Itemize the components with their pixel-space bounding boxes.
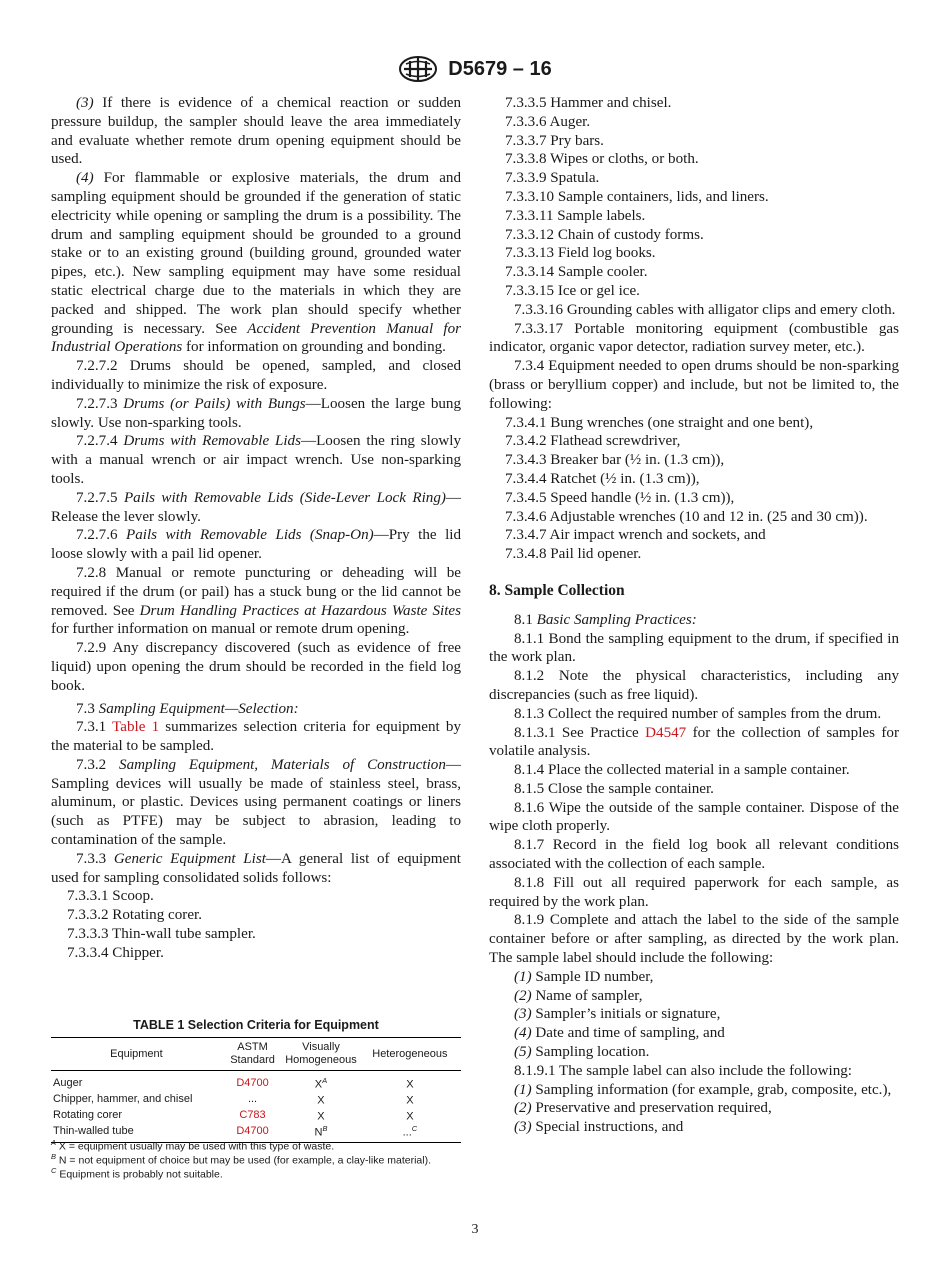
list-item: 7.3.3.6 Auger. [505, 113, 591, 130]
list-item: 7.3.3.5 Hammer and chisel. [505, 95, 672, 111]
left-column [51, 94, 461, 963]
table-row [51, 1071, 461, 1092]
section-8-1-4: 8.1.4 Place the collected material in a sample container. [514, 762, 850, 779]
list-item: 7.3.4.5 Speed handle (½ in. (1.3 cm)), [505, 489, 735, 506]
table-row [51, 1107, 461, 1123]
table-footnote: $^A$ X = equipment usually may be used with this type of waste. [51, 1138, 335, 1153]
list-item: (2) Name of sampler, [514, 987, 643, 1004]
section-7-2-7-2: 7.2.7.2 Drums should be opened, sampled, and closed individually to minimize the risk of exposure. [51, 358, 461, 393]
selection-criteria-table [51, 1037, 461, 1143]
table-cell: Chipper, hammer, and chisel [53, 1092, 193, 1105]
table-footnote: $^C$ Equipment is probably not suitable. [51, 1166, 223, 1181]
table-1-title: TABLE 1 Selection Criteria for Equipment [133, 1018, 379, 1032]
list-item: 7.3.3.14 Sample cooler. [505, 264, 648, 281]
section-8-1-3-1: 8.1.3.1 See Practice D4547 for the collection of samples for volatile analysis. [489, 724, 899, 760]
list-item: 7.3.3.13 Field log books. [505, 245, 656, 262]
section-7-3: 7.3 Sampling Equipment—Selection: [76, 700, 299, 717]
list-item: 7.3.4.8 Pail lid opener. [505, 546, 642, 563]
table-cell: X [406, 1078, 414, 1091]
section-7-3-3: 7.3.3 Generic Equipment List—A general list of equipment used for sampling consolidated solids follows: [51, 850, 461, 886]
table-cell: X [406, 1094, 414, 1107]
table-cell: Rotating corer [53, 1109, 123, 1122]
table-header-row [51, 1038, 461, 1071]
table-row [51, 1091, 461, 1107]
table-cell: ... [247, 1092, 258, 1105]
list-item: 7.3.3.12 Chain of custody forms. [505, 226, 704, 243]
column-header: Equipment [51, 1038, 222, 1071]
table-cell: X [317, 1094, 325, 1107]
list-item: 7.3.4.1 Bung wrenches (one straight and one bent), [505, 414, 814, 431]
list-item: 7.3.3.9 Spatula. [505, 170, 600, 187]
section-8-1-3: 8.1.3 Collect the required number of samples from the drum. [514, 705, 882, 722]
table-cell: $X^A$ [314, 1076, 328, 1091]
table-cell: X [406, 1110, 414, 1123]
table-1-link[interactable]: Table 1 [112, 719, 160, 736]
standard-link[interactable]: D4700 [236, 1125, 269, 1138]
section-7-2-9: 7.2.9 Any discrepancy discovered (such as evidence of free liquid) upon opening the drum should be recorded in the field log book. [51, 640, 461, 694]
list-item: 7.3.3.11 Sample labels. [505, 207, 646, 224]
list-item: 7.3.3.1 Scoop. [67, 888, 154, 905]
list-item: (2) Preservative and preservation required, [514, 1100, 772, 1117]
table-cell: X [317, 1110, 325, 1123]
table-cell: Thin-walled tube [51, 1123, 222, 1142]
section-8-1-1: 8.1.1 Bond the sampling equipment to the drum, if specified in the work plan. [489, 630, 899, 666]
section-8-1-7: 8.1.7 Record in the field log book all relevant conditions associated with the collection of each sample. [489, 837, 899, 873]
table-cell: ...$^C$ [359, 1123, 461, 1142]
section-7-2-7-5: 7.2.7.5 Pails with Removable Lids (Side-Lever Lock Ring)—Release the lever slowly. [51, 489, 462, 525]
section-8-1-5: 8.1.5 Close the sample container. [514, 780, 714, 797]
list-item: (1) Sampling information (for example, grab, composite, etc.), [514, 1081, 892, 1098]
list-item: 7.3.3.10 Sample containers, lids, and liners. [505, 188, 769, 205]
section-8-1-2: 8.1.2 Note the physical characteristics, including any discrepancies (such as free liquid). [489, 668, 899, 703]
list-item: (1) Sample ID number, [514, 968, 654, 985]
section-8-1-9-1: 8.1.9.1 The sample label can also include the following: [514, 1062, 852, 1079]
list-item: 7.3.3.4 Chipper. [67, 944, 164, 961]
section-heading-8: 8. Sample Collection [489, 581, 625, 599]
section-7-3-3-17: 7.3.3.17 Portable monitoring equipment (combustible gas indicator, organic vapor detector, radiation survey meter, etc.). [489, 320, 899, 356]
column-header: ASTM Standard [222, 1038, 283, 1071]
page-number: 3 [471, 1222, 479, 1237]
section-7-2-7-4: 7.2.7.4 Drums with Removable Lids—Loosen the ring slowly with a manual wrench or air impact wrench. Use non-sparking tools. [51, 433, 462, 487]
page-header [0, 56, 950, 82]
right-column [489, 94, 899, 1137]
astm-logo [398, 56, 438, 82]
section-7-2-7-6: 7.2.7.6 Pails with Removable Lids (Snap-On)—Pry the lid loose slowly with a pail lid opener. [51, 527, 462, 563]
section-8-1-8: 8.1.8 Fill out all required paperwork for each sample, as required by the work plan. [489, 874, 899, 910]
section-7-3-2: 7.3.2 Sampling Equipment, Materials of Construction—Sampling devices will usually be made of stainless steel, brass, aluminum, or plastic. Devices using permanent coatings or liners (such as PTFE) may be subject to abrasion, leading to contamination of the sample. [51, 756, 461, 849]
list-item: 7.3.3.15 Ice or gel ice. [505, 282, 640, 299]
list-item: 7.3.3.7 Pry bars. [505, 132, 604, 149]
table-footnote: $^B$ N = not equipment of choice but may be used (for example, a clay-like material). [51, 1152, 431, 1167]
section-7-2-8: 7.2.8 Manual or remote puncturing or deheading will be required if the drum (or pail) has a stuck bung or the lid cannot be removed. See Drum Handling Practices at Hazardous Waste Sites for further information on manual or remote drum opening. [51, 564, 461, 638]
section-7-3-4: 7.3.4 Equipment needed to open drums should be non-sparking (brass or beryllium copper) and include, but not be limited to, the following: [489, 358, 899, 412]
section-8-1-9: 8.1.9 Complete and attach the label to the side of the sample container before or after sampling, as directed by the work plan. The sample label should include the following: [489, 912, 899, 967]
column-header: Visually Homogeneous [283, 1038, 359, 1071]
paragraph-3: (3) If there is evidence of a chemical reaction or sudden pressure buildup, the sampler should leave the area immediately and evaluate whether remote drum opening equipment should be used. [51, 95, 461, 168]
list-item: 7.3.4.7 Air impact wrench and sockets, and [505, 527, 766, 544]
standard-link[interactable]: C783 [239, 1109, 266, 1122]
paragraph-4: (4) For flammable or explosive materials, the drum and sampling equipment should be grounded if the generation of static electricity while opening or sampling the drum is a possibility. The drum and sampling equipment should be grounded to a ground stake or to an existing ground (building ground, grounded water pipes, etc.). New sampling equipment may have some residual static electrical charge due to the materials in which they are packed and shipped. The work plan should specify whether grounding is necessary. See Accident Prevention Manual for Industrial Operations for information on grounding and bonding. [51, 170, 461, 356]
list-item: 7.3.4.6 Adjustable wrenches (10 and 12 in. (25 and 30 cm)). [505, 508, 868, 525]
section-8-1: 8.1 Basic Sampling Practices: [514, 611, 697, 628]
standard-link[interactable]: D4700 [236, 1076, 269, 1089]
list-item: 7.3.3.2 Rotating corer. [67, 907, 202, 924]
section-8-1-6: 8.1.6 Wipe the outside of the sample container. Dispose of the wipe cloth properly. [489, 799, 899, 835]
list-item: 7.3.4.3 Breaker bar (½ in. (1.3 cm)), [505, 452, 725, 469]
list-item: (3) Special instructions, and [514, 1119, 684, 1136]
list-item: 7.3.3.3 Thin-wall tube sampler. [67, 926, 256, 943]
section-7-3-3-16: 7.3.3.16 Grounding cables with alligator clips and emery cloth. [514, 301, 896, 318]
section-7-2-7-3: 7.2.7.3 Drums (or Pails) with Bungs—Loosen the large bung slowly. Use non-sparking tools. [51, 395, 462, 431]
list-item: (3) Sampler’s initials or signature, [514, 1006, 721, 1023]
d4547-link[interactable]: D4547 [645, 724, 687, 741]
list-item: 7.3.3.8 Wipes or cloths, or both. [505, 151, 699, 168]
list-item: (4) Date and time of sampling, and [514, 1025, 725, 1042]
section-7-3-1: 7.3.1 Table 1 summarizes selection criteria for equipment by the material to be sampled. [51, 719, 461, 755]
document-designation: D5679 – 16 [448, 57, 552, 80]
list-item: (5) Sampling location. [514, 1044, 650, 1061]
list-item: 7.3.4.2 Flathead screwdriver, [505, 433, 681, 450]
table-cell: $N^B$ [283, 1123, 359, 1142]
list-item: 7.3.4.4 Ratchet (½ in. (1.3 cm)), [505, 470, 700, 487]
column-header: Heterogeneous [359, 1038, 461, 1071]
table-cell: Auger [53, 1076, 83, 1089]
